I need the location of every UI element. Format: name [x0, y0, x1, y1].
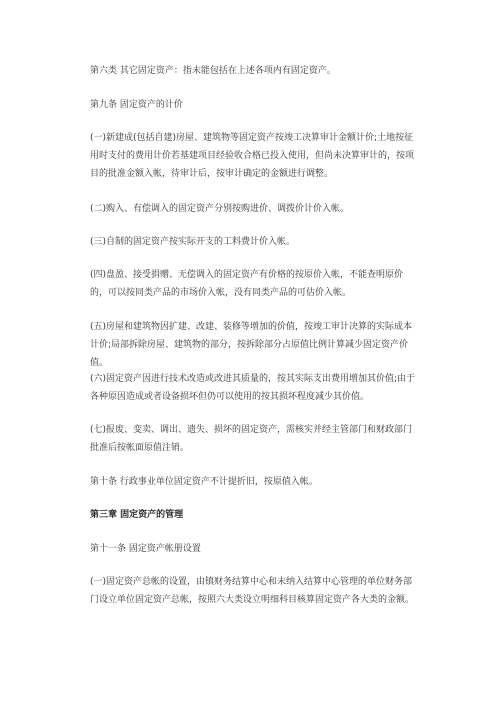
- paragraph-item-3: (三)自制的固定资产按实际开支的工料费计价入帐。: [90, 237, 296, 247]
- paragraph-item-5: (五)房屋和建筑物因扩建、改建、装修等增加的价值，按竣工审计决算的实际成本计价;局部拆除房屋、建筑物的部分，按拆除部分占原值比例计算减少固定资产价值。: [90, 322, 413, 368]
- article-nine-heading: 第九条 固定资产的计价: [90, 100, 183, 110]
- chapter-three-heading: 第三章 固定资产的管理: [90, 510, 184, 520]
- paragraph-item-1: (一)新建成(包括自建)房屋、建筑物等固定资产按竣工决算审计金额计价;土地按征用时支付的费用计价若基建项目经验收合格已投入使用，但尚未决算审计的，按项目的批准金额入帐，待审计后，按审计确定的金额进行调整。: [90, 133, 415, 179]
- paragraph-item-7: (七)报废、变卖、调出、遗失、损坏的固定资产，需核实并经主管部门和财政部门批准后按帐面原值注销。: [90, 425, 413, 453]
- paragraph-ledger-setup: (一)固定资产总帐的设置，由镇财务结算中心和未纳入结算中心管理的单位财务部门设立单位固定资产总帐，按照六大类设立明细科目核算固定资产各大类的金额。: [90, 577, 415, 605]
- article-ten: 第十条 行政事业单位固定资产不计提折旧，按原值入帐。: [90, 477, 318, 487]
- paragraph-item-4: (四)盘盈、接受捐赠、无偿调入的固定资产有价格的按原价入帐，不能查明原价的，可以按同类产品的市场价入帐，没有同类产品的可估价入帐。: [90, 270, 404, 298]
- paragraph-category-six: 第六类 其它固定资产：指未能包括在上述各项内有固定资产。: [90, 66, 336, 76]
- paragraph-item-2: (二)购入、有偿调入的固定资产分别按购进价、调拨价计价入帐。: [90, 204, 350, 214]
- article-eleven-heading: 第十一条 固定资产帐册设置: [90, 544, 201, 554]
- paragraph-item-6: (六)固定资产因进行技术改造或改进其质量的，按其实际支出费用增加其价值;由于各种原因造成或者设备损坏但仍可以使用的按其损坏程度减少其价值。: [90, 374, 416, 402]
